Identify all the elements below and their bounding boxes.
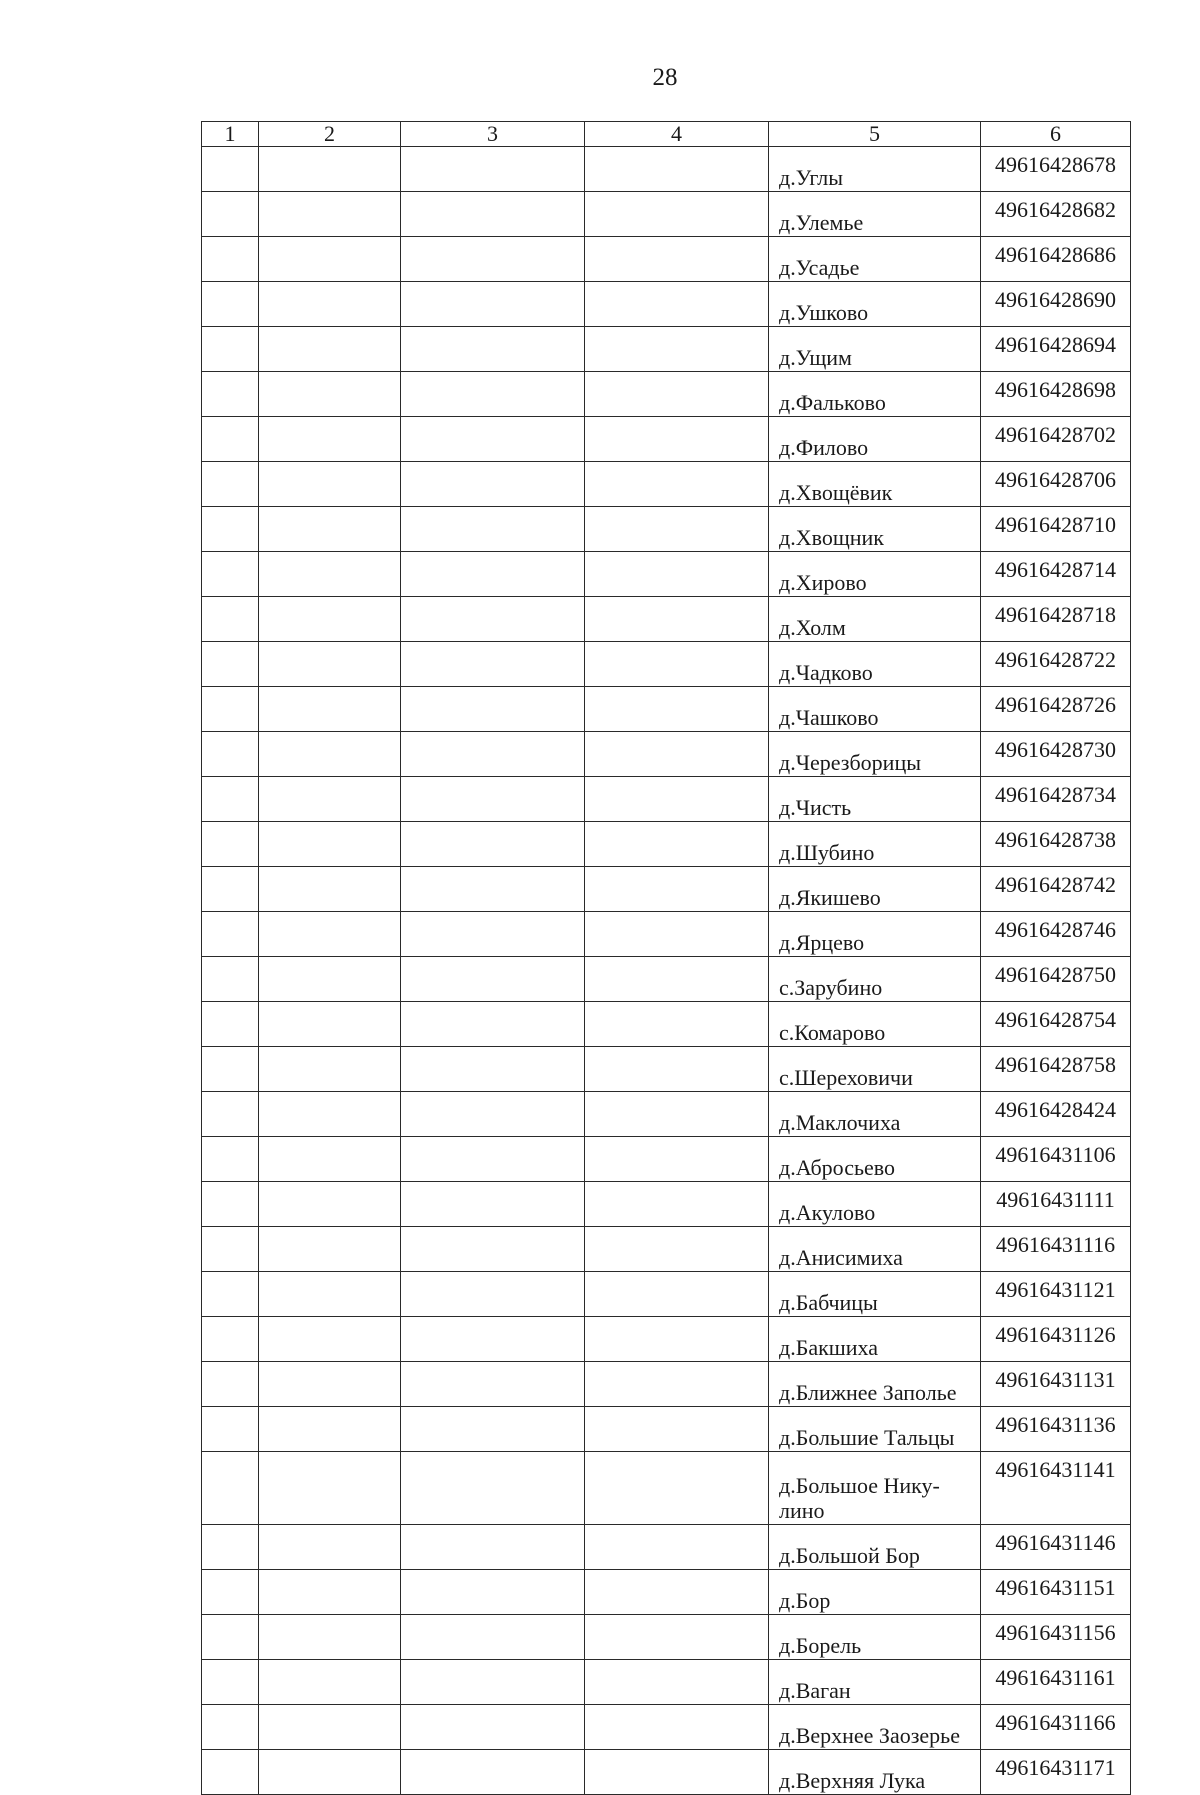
empty-cell (202, 1002, 259, 1047)
table-row (202, 552, 1131, 597)
settlement-name-cell: д.Фальково (769, 372, 981, 417)
empty-cell (259, 237, 401, 282)
empty-cell (401, 1615, 585, 1660)
empty-cell (259, 282, 401, 327)
page-number: 28 (652, 64, 678, 91)
settlement-name-cell: д.Филово (769, 417, 981, 462)
settlement-name-cell: д.Шубино (769, 822, 981, 867)
table-row (202, 732, 1131, 777)
oktmo-code-cell: 49616431116 (981, 1227, 1131, 1272)
oktmo-code-cell: 49616431151 (981, 1570, 1131, 1615)
table-row (202, 777, 1131, 822)
empty-cell (585, 1362, 769, 1407)
empty-cell (585, 372, 769, 417)
settlement-name-cell: д.Абросьево (769, 1137, 981, 1182)
empty-cell (202, 192, 259, 237)
table-row (202, 237, 1131, 282)
empty-cell (202, 372, 259, 417)
empty-cell (202, 687, 259, 732)
settlement-name-cell: д.Углы (769, 147, 981, 192)
empty-cell (401, 1002, 585, 1047)
settlement-name-cell: д.Большое Нику-лино (769, 1452, 981, 1525)
empty-cell (202, 1452, 259, 1525)
oktmo-code-cell: 49616428706 (981, 462, 1131, 507)
empty-cell (401, 867, 585, 912)
empty-cell (585, 1570, 769, 1615)
empty-cell (585, 1047, 769, 1092)
header-row (202, 122, 1131, 147)
empty-cell (202, 1615, 259, 1660)
settlement-name-cell: д.Чашково (769, 687, 981, 732)
empty-cell (585, 237, 769, 282)
empty-cell (259, 372, 401, 417)
oktmo-code-cell: 49616431136 (981, 1407, 1131, 1452)
empty-cell (259, 147, 401, 192)
empty-cell (401, 822, 585, 867)
empty-cell (259, 1615, 401, 1660)
empty-cell (259, 1525, 401, 1570)
empty-cell (585, 1137, 769, 1182)
empty-cell (202, 462, 259, 507)
empty-cell (259, 1272, 401, 1317)
empty-cell (585, 1272, 769, 1317)
table-row (202, 867, 1131, 912)
oktmo-code-cell: 49616428678 (981, 147, 1131, 192)
table-row (202, 327, 1131, 372)
empty-cell (585, 1525, 769, 1570)
table-row (202, 1047, 1131, 1092)
empty-cell (585, 867, 769, 912)
table-row (202, 507, 1131, 552)
empty-cell (259, 1705, 401, 1750)
column-header: 3 (401, 122, 585, 147)
table-row (202, 1092, 1131, 1137)
empty-cell (202, 1227, 259, 1272)
empty-cell (401, 1750, 585, 1795)
empty-cell (585, 417, 769, 462)
empty-cell (585, 1615, 769, 1660)
empty-cell (401, 1317, 585, 1362)
table-row (202, 687, 1131, 732)
table-row (202, 1362, 1131, 1407)
empty-cell (259, 597, 401, 642)
empty-cell (202, 822, 259, 867)
empty-cell (585, 687, 769, 732)
settlements-table (201, 121, 1131, 1795)
empty-cell (259, 867, 401, 912)
settlement-name-cell: с.Зарубино (769, 957, 981, 1002)
empty-cell (585, 732, 769, 777)
empty-cell (259, 687, 401, 732)
settlement-name-cell: д.Большие Тальцы (769, 1407, 981, 1452)
empty-cell (202, 867, 259, 912)
table-row (202, 1705, 1131, 1750)
table-row (202, 147, 1131, 192)
oktmo-code-cell: 49616428690 (981, 282, 1131, 327)
settlement-name-cell: д.Ущим (769, 327, 981, 372)
empty-cell (401, 1092, 585, 1137)
empty-cell (259, 1362, 401, 1407)
empty-cell (585, 1182, 769, 1227)
empty-cell (585, 1660, 769, 1705)
settlement-name-cell: д.Бор (769, 1570, 981, 1615)
empty-cell (401, 1182, 585, 1227)
oktmo-code-cell: 49616428698 (981, 372, 1131, 417)
oktmo-code-cell: 49616428702 (981, 417, 1131, 462)
table-body (202, 122, 1131, 1795)
empty-cell (259, 912, 401, 957)
empty-cell (259, 1047, 401, 1092)
empty-cell (585, 912, 769, 957)
settlement-name-cell: с.Шереховичи (769, 1047, 981, 1092)
empty-cell (202, 1272, 259, 1317)
empty-cell (401, 192, 585, 237)
table-row (202, 1452, 1131, 1525)
empty-cell (585, 462, 769, 507)
oktmo-code-cell: 49616428710 (981, 507, 1131, 552)
empty-cell (401, 1407, 585, 1452)
settlement-name-cell: д.Хвощник (769, 507, 981, 552)
settlement-name-cell: д.Хвощёвик (769, 462, 981, 507)
empty-cell (202, 1525, 259, 1570)
empty-cell (202, 1182, 259, 1227)
empty-cell (259, 1452, 401, 1525)
oktmo-code-cell: 49616431146 (981, 1525, 1131, 1570)
oktmo-code-cell: 49616428424 (981, 1092, 1131, 1137)
oktmo-code-cell: 49616428714 (981, 552, 1131, 597)
empty-cell (202, 507, 259, 552)
empty-cell (585, 597, 769, 642)
table-row (202, 1660, 1131, 1705)
settlement-name-cell: д.Бабчицы (769, 1272, 981, 1317)
table-row (202, 957, 1131, 1002)
empty-cell (202, 1317, 259, 1362)
empty-cell (259, 732, 401, 777)
empty-cell (585, 1227, 769, 1272)
empty-cell (401, 957, 585, 1002)
table-row (202, 642, 1131, 687)
empty-cell (585, 552, 769, 597)
oktmo-code-cell: 49616428754 (981, 1002, 1131, 1047)
empty-cell (202, 417, 259, 462)
oktmo-code-cell: 49616428742 (981, 867, 1131, 912)
settlement-name-cell: д.Акулово (769, 1182, 981, 1227)
settlement-name-cell: д.Хирово (769, 552, 981, 597)
empty-cell (401, 1047, 585, 1092)
empty-cell (259, 1570, 401, 1615)
empty-cell (259, 417, 401, 462)
empty-cell (202, 1407, 259, 1452)
empty-cell (259, 1660, 401, 1705)
empty-cell (401, 687, 585, 732)
settlement-name-cell: д.Якишево (769, 867, 981, 912)
empty-cell (401, 417, 585, 462)
empty-cell (259, 1407, 401, 1452)
empty-cell (401, 912, 585, 957)
empty-cell (202, 597, 259, 642)
empty-cell (585, 1452, 769, 1525)
oktmo-code-cell: 49616431171 (981, 1750, 1131, 1795)
empty-cell (259, 1002, 401, 1047)
settlement-name-cell: д.Ближнее Заполье (769, 1362, 981, 1407)
empty-cell (585, 282, 769, 327)
empty-cell (585, 1002, 769, 1047)
oktmo-code-cell: 49616428738 (981, 822, 1131, 867)
empty-cell (401, 327, 585, 372)
empty-cell (202, 282, 259, 327)
table-row (202, 282, 1131, 327)
empty-cell (401, 597, 585, 642)
column-header: 5 (769, 122, 981, 147)
settlement-name-cell: д.Ярцево (769, 912, 981, 957)
empty-cell (585, 822, 769, 867)
settlement-name-cell: д.Верхнее Заозерье (769, 1705, 981, 1750)
table-row (202, 1525, 1131, 1570)
empty-cell (401, 372, 585, 417)
table-row (202, 1750, 1131, 1795)
empty-cell (259, 192, 401, 237)
table-row (202, 597, 1131, 642)
empty-cell (259, 507, 401, 552)
oktmo-code-cell: 49616428730 (981, 732, 1131, 777)
oktmo-code-cell: 49616431106 (981, 1137, 1131, 1182)
empty-cell (401, 282, 585, 327)
table-row (202, 1002, 1131, 1047)
empty-cell (259, 1137, 401, 1182)
empty-cell (202, 1705, 259, 1750)
oktmo-code-cell: 49616428686 (981, 237, 1131, 282)
table-row (202, 1407, 1131, 1452)
empty-cell (401, 732, 585, 777)
oktmo-code-cell: 49616431131 (981, 1362, 1131, 1407)
oktmo-code-cell: 49616428722 (981, 642, 1131, 687)
empty-cell (202, 237, 259, 282)
empty-cell (202, 642, 259, 687)
oktmo-code-cell: 49616431126 (981, 1317, 1131, 1362)
settlement-name-cell: с.Комарово (769, 1002, 981, 1047)
settlement-name-cell: д.Чисть (769, 777, 981, 822)
settlement-name-cell: д.Верхняя Лука (769, 1750, 981, 1795)
oktmo-code-cell: 49616431111 (981, 1182, 1131, 1227)
empty-cell (401, 1137, 585, 1182)
empty-cell (401, 507, 585, 552)
table-row (202, 417, 1131, 462)
empty-cell (401, 1660, 585, 1705)
settlement-name-cell: д.Анисимиха (769, 1227, 981, 1272)
settlement-name-cell: д.Улемье (769, 192, 981, 237)
settlement-name-cell: д.Чадково (769, 642, 981, 687)
empty-cell (401, 147, 585, 192)
empty-cell (202, 327, 259, 372)
column-header: 6 (981, 122, 1131, 147)
empty-cell (202, 912, 259, 957)
settlement-name-cell: д.Бакшиха (769, 1317, 981, 1362)
empty-cell (259, 1317, 401, 1362)
empty-cell (259, 777, 401, 822)
column-header: 1 (202, 122, 259, 147)
empty-cell (202, 957, 259, 1002)
table-row (202, 1182, 1131, 1227)
empty-cell (259, 552, 401, 597)
empty-cell (585, 777, 769, 822)
settlement-name-cell: д.Усадье (769, 237, 981, 282)
empty-cell (585, 147, 769, 192)
empty-cell (401, 237, 585, 282)
empty-cell (401, 1570, 585, 1615)
oktmo-code-cell: 49616428682 (981, 192, 1131, 237)
empty-cell (202, 1660, 259, 1705)
oktmo-code-cell: 49616428758 (981, 1047, 1131, 1092)
table-row (202, 1137, 1131, 1182)
oktmo-code-cell: 49616431161 (981, 1660, 1131, 1705)
oktmo-code-cell: 49616431166 (981, 1705, 1131, 1750)
oktmo-code-cell: 49616431156 (981, 1615, 1131, 1660)
settlement-name-cell: д.Борель (769, 1615, 981, 1660)
settlement-name-cell: д.Большой Бор (769, 1525, 981, 1570)
table-row (202, 1317, 1131, 1362)
empty-cell (401, 1227, 585, 1272)
table-row (202, 912, 1131, 957)
table-row (202, 192, 1131, 237)
empty-cell (401, 642, 585, 687)
oktmo-code-cell: 49616428734 (981, 777, 1131, 822)
empty-cell (585, 1407, 769, 1452)
empty-cell (585, 192, 769, 237)
empty-cell (401, 1525, 585, 1570)
empty-cell (401, 462, 585, 507)
column-header: 2 (259, 122, 401, 147)
table-row (202, 462, 1131, 507)
empty-cell (401, 777, 585, 822)
empty-cell (259, 1227, 401, 1272)
empty-cell (202, 1092, 259, 1137)
empty-cell (401, 1272, 585, 1317)
empty-cell (259, 327, 401, 372)
empty-cell (259, 1750, 401, 1795)
empty-cell (585, 327, 769, 372)
table-row (202, 1570, 1131, 1615)
empty-cell (259, 822, 401, 867)
table-row (202, 1227, 1131, 1272)
table-row (202, 372, 1131, 417)
empty-cell (202, 147, 259, 192)
empty-cell (202, 552, 259, 597)
settlement-name-cell: д.Маклочиха (769, 1092, 981, 1137)
empty-cell (585, 1705, 769, 1750)
empty-cell (259, 957, 401, 1002)
oktmo-code-cell: 49616428718 (981, 597, 1131, 642)
empty-cell (202, 1750, 259, 1795)
empty-cell (259, 1182, 401, 1227)
settlement-name-cell: д.Холм (769, 597, 981, 642)
empty-cell (585, 507, 769, 552)
oktmo-code-cell: 49616428726 (981, 687, 1131, 732)
empty-cell (401, 1452, 585, 1525)
settlement-name-cell: д.Черезборицы (769, 732, 981, 777)
empty-cell (202, 1047, 259, 1092)
oktmo-code-cell: 49616431121 (981, 1272, 1131, 1317)
empty-cell (401, 1705, 585, 1750)
empty-cell (585, 1317, 769, 1362)
oktmo-code-cell: 49616428750 (981, 957, 1131, 1002)
empty-cell (259, 1092, 401, 1137)
table-row (202, 1615, 1131, 1660)
empty-cell (259, 642, 401, 687)
empty-cell (585, 1750, 769, 1795)
empty-cell (202, 1137, 259, 1182)
empty-cell (202, 1570, 259, 1615)
oktmo-code-cell: 49616431141 (981, 1452, 1131, 1525)
settlement-name-cell: д.Ушково (769, 282, 981, 327)
oktmo-code-cell: 49616428694 (981, 327, 1131, 372)
table-row (202, 1272, 1131, 1317)
empty-cell (259, 462, 401, 507)
empty-cell (202, 1362, 259, 1407)
empty-cell (401, 552, 585, 597)
oktmo-code-cell: 49616428746 (981, 912, 1131, 957)
column-header: 4 (585, 122, 769, 147)
empty-cell (202, 777, 259, 822)
table-row (202, 822, 1131, 867)
empty-cell (585, 1092, 769, 1137)
empty-cell (585, 642, 769, 687)
empty-cell (585, 957, 769, 1002)
settlement-name-cell: д.Ваган (769, 1660, 981, 1705)
empty-cell (202, 732, 259, 777)
empty-cell (401, 1362, 585, 1407)
